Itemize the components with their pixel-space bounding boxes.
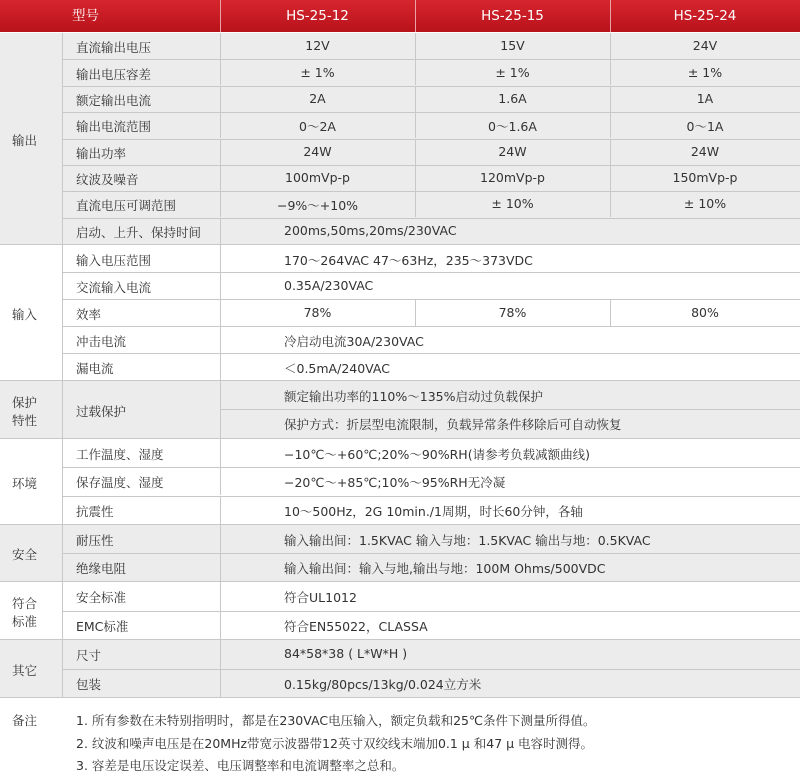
value-cell: 0～1.6A: [488, 119, 537, 134]
column-divider: [220, 640, 221, 669]
table-header: [0, 0, 800, 32]
row-label: EMC标准: [76, 619, 129, 634]
column-divider: [415, 299, 416, 326]
column-divider: [220, 245, 221, 272]
row-divider: [62, 191, 800, 192]
value-cell: 输入输出间：输入与地,输出与地：100M Ohms/500VDC: [284, 561, 606, 576]
row-label: 过载保护: [76, 403, 127, 419]
group-label: 输出: [12, 132, 38, 148]
row-divider: [0, 697, 800, 698]
value-cell: −20℃～+85℃;10%～95%RH无冷凝: [284, 475, 506, 490]
value-cell: ± 10%: [491, 196, 534, 211]
value-cell: ± 1%: [300, 65, 335, 80]
note-item: 3. 容差是电压设定误差、电压调整率和电流调整率之总和。: [76, 758, 405, 773]
row-label: 直流电压可调范围: [76, 198, 177, 213]
column-divider: [62, 439, 63, 524]
column-divider: [415, 191, 416, 217]
row-label: 保存温度、湿度: [76, 475, 164, 490]
column-divider: [220, 496, 221, 524]
value-cell: 78%: [498, 305, 527, 320]
row-divider: [62, 218, 800, 219]
row-label: 包装: [76, 677, 102, 692]
note-item: 1. 所有参数在未特别指明时，都是在230VAC电压输入，额定负载和25℃条件下测量所得值。: [76, 713, 596, 728]
row-divider: [62, 165, 800, 166]
column-divider: [62, 245, 63, 380]
row-label: 安全标准: [76, 590, 127, 605]
column-divider: [415, 59, 416, 85]
column-divider: [415, 86, 416, 112]
row-label: 输出功率: [76, 146, 127, 161]
header-model: 型号: [72, 8, 99, 24]
value-cell: 78%: [303, 305, 332, 320]
column-divider: [610, 165, 611, 191]
column-divider: [415, 112, 416, 138]
row-label: 抗震性: [76, 504, 114, 519]
column-divider: [220, 353, 221, 380]
row-divider: [62, 139, 800, 140]
row-label: 输出电压容差: [76, 67, 152, 82]
group-label: 安全: [12, 547, 38, 562]
value-cell: 0.15kg/80pcs/13kg/0.024立方米: [284, 677, 482, 692]
row-divider: [0, 438, 800, 439]
row-label: 绝缘电阻: [76, 561, 127, 576]
row-label: 冲击电流: [76, 334, 127, 349]
value-cell: 保护方式：折层型电流限制，负载异常条件移除后可自动恢复: [284, 417, 622, 432]
value-cell: 0～2A: [299, 119, 336, 134]
group-label: 符合: [12, 595, 38, 611]
group-label: 保护: [12, 394, 38, 410]
row-divider: [62, 112, 800, 113]
group-label: 标准: [12, 613, 38, 629]
value-cell: 1.6A: [498, 91, 527, 106]
row-divider: [62, 467, 800, 468]
value-cell: ± 1%: [495, 65, 530, 80]
column-divider: [62, 381, 63, 438]
row-label: 效率: [76, 307, 102, 322]
value-cell: 150mVp-p: [672, 170, 738, 185]
column-divider: [220, 582, 221, 611]
row-label: 额定输出电流: [76, 93, 152, 108]
value-cell: 冷启动电流30A/230VAC: [284, 334, 424, 349]
row-divider: [62, 669, 800, 670]
value-cell: 24V: [692, 38, 718, 53]
value-cell: 200ms,50ms,20ms/230VAC: [284, 223, 457, 238]
row-label: 漏电流: [76, 361, 114, 376]
notes-title: 备注: [12, 713, 38, 728]
row-label: 启动、上升、保持时间: [76, 225, 202, 240]
column-divider: [415, 139, 416, 165]
value-cell: ＜0.5mA/240VAC: [284, 361, 390, 376]
row-divider: [62, 326, 800, 327]
value-cell: −10℃～+60℃;20%～90%RH(请参考负载减额曲线): [284, 447, 590, 462]
row-divider: [62, 272, 800, 273]
value-cell: 10～500Hz，2G 10min./1周期，时长60分钟，各轴: [284, 504, 583, 519]
row-label: 输出电流范围: [76, 119, 152, 134]
row-label: 纹波及噪音: [76, 172, 139, 187]
column-divider: [610, 112, 611, 138]
row-label: 工作温度、湿度: [76, 447, 164, 462]
group-label: 其它: [12, 662, 38, 678]
value-cell: 170～264VAC 47～63Hz，235～373VDC: [284, 253, 533, 268]
value-cell: 24W: [303, 144, 332, 159]
value-cell: 80%: [691, 305, 719, 320]
row-divider: [62, 353, 800, 354]
value-cell: 符合UL1012: [284, 590, 357, 605]
value-cell: ± 1%: [687, 65, 723, 80]
column-divider: [610, 59, 611, 85]
group-label: 特性: [12, 412, 38, 428]
column-divider: [220, 218, 221, 244]
value-cell: 100mVp-p: [285, 170, 350, 185]
row-label: 输入电压范围: [76, 253, 152, 268]
group-label: 输入: [12, 306, 38, 322]
row-divider: [62, 553, 800, 554]
row-divider: [62, 496, 800, 497]
row-label: 耐压性: [76, 533, 114, 548]
row-label: 尺寸: [76, 648, 102, 663]
column-divider: [220, 439, 221, 467]
value-cell: 24W: [498, 144, 527, 159]
column-divider: [220, 326, 221, 353]
row-divider: [0, 244, 800, 245]
column-divider: [610, 139, 611, 165]
header-col-2: HS-25-15: [481, 8, 544, 24]
column-divider: [220, 525, 221, 553]
column-divider: [220, 669, 221, 698]
column-divider: [220, 553, 221, 581]
row-divider: [220, 409, 800, 410]
value-cell: 120mVp-p: [480, 170, 545, 185]
row-divider: [62, 86, 800, 87]
row-divider: [62, 611, 800, 612]
value-cell: 0.35A/230VAC: [284, 278, 374, 293]
header-col-1: HS-25-12: [286, 8, 349, 24]
value-cell: 额定输出功率的110%～135%启动过负载保护: [284, 389, 543, 404]
value-cell: 输入输出间：1.5KVAC 输入与地：1.5KVAC 输出与地：0.5KVAC: [284, 533, 651, 548]
row-label: 交流输入电流: [76, 280, 152, 295]
value-cell: 15V: [500, 38, 525, 53]
row-divider: [62, 299, 800, 300]
value-cell: 12V: [305, 38, 330, 53]
value-cell: −9%～+10%: [276, 198, 359, 213]
value-cell: 符合EN55022，CLASSA: [284, 619, 428, 634]
header-col-3: HS-25-24: [673, 8, 737, 24]
value-cell: 0～1A: [686, 119, 724, 134]
column-divider: [610, 299, 611, 326]
column-divider: [610, 191, 611, 217]
column-divider: [610, 33, 611, 59]
value-cell: ± 10%: [683, 196, 727, 211]
column-divider: [220, 611, 221, 640]
row-divider: [0, 581, 800, 582]
group-label: 环境: [12, 475, 38, 491]
value-cell: 2A: [309, 91, 326, 106]
row-label: 直流输出电压: [76, 40, 152, 55]
value-cell: 24W: [690, 144, 720, 159]
value-cell: 1A: [696, 91, 714, 106]
column-divider: [415, 33, 416, 59]
column-divider: [220, 272, 221, 299]
note-item: 2. 纹波和噪声电压是在20MHz带宽示波器带12英寸双绞线末端加0.1 μ 和47 μ 电容时测得。: [76, 736, 594, 751]
column-divider: [415, 165, 416, 191]
column-divider: [220, 467, 221, 495]
value-cell: 84*58*38 ( L*W*H ): [284, 646, 408, 661]
row-divider: [62, 59, 800, 60]
column-divider: [610, 86, 611, 112]
